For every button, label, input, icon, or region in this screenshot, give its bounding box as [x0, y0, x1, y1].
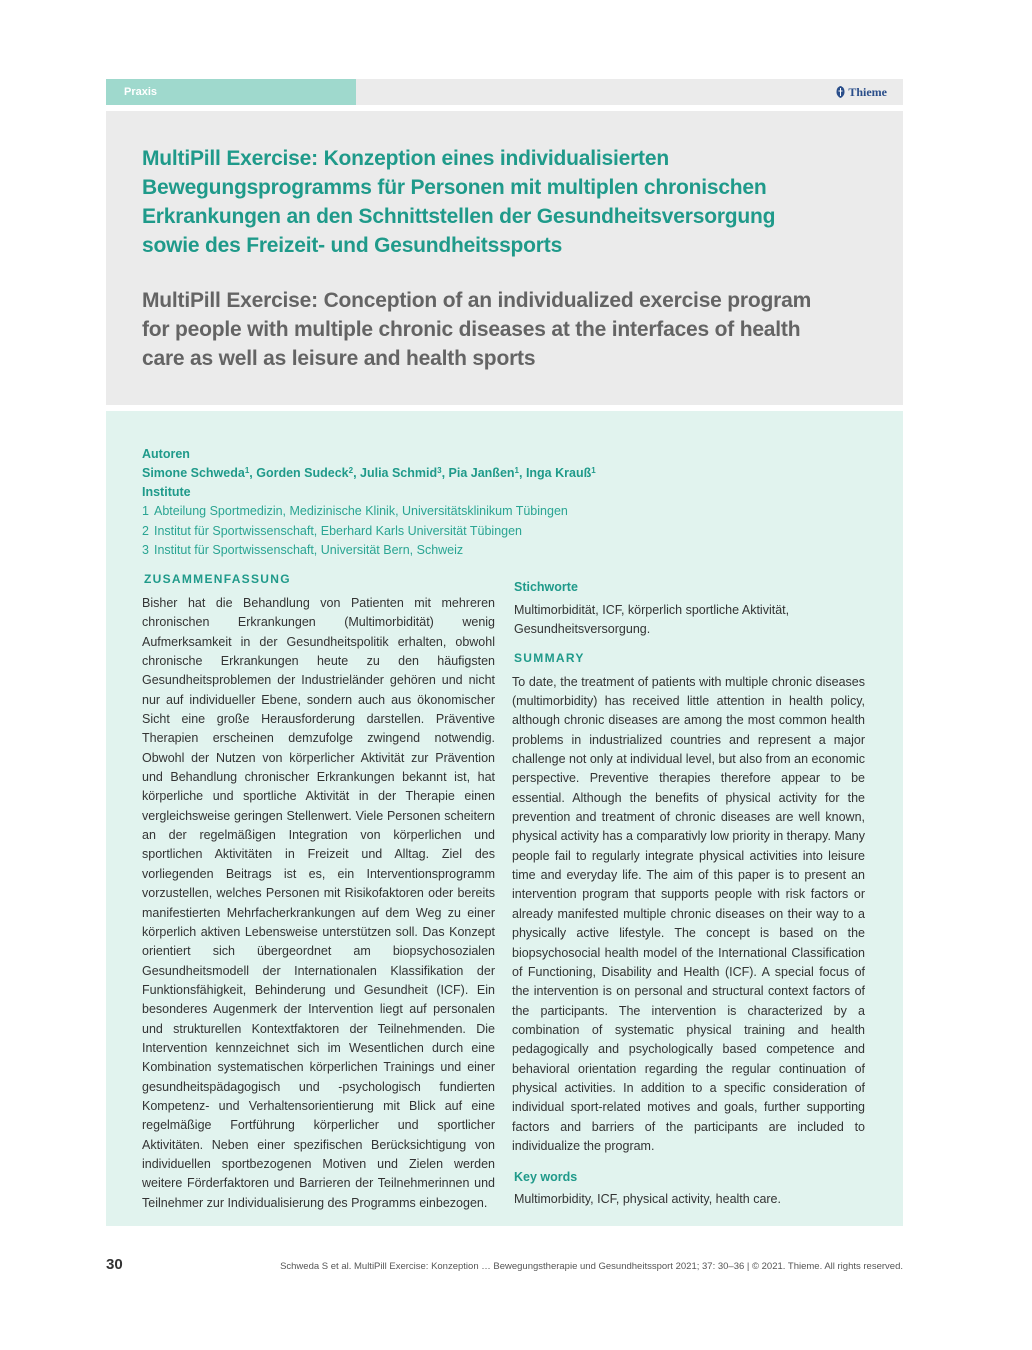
- title-english: [142, 286, 867, 373]
- publisher-logo: [836, 79, 887, 105]
- english-abstract-column: [512, 579, 865, 1210]
- title-german-line: Bewegungsprogramms für Personen mit multiplen chronischen: [142, 176, 767, 199]
- title-german: [142, 144, 867, 260]
- stichworte-heading: Stichworte: [514, 580, 578, 594]
- institute-number: 1: [142, 504, 149, 518]
- thieme-logo-icon: [836, 86, 845, 98]
- author-affiliation: 3: [437, 466, 442, 475]
- author-affiliation: 1: [591, 466, 596, 475]
- keywords-text: Multimorbidity, ICF, physical activity, health care.: [514, 1192, 781, 1207]
- zusammenfassung-heading: ZUSAMMENFASSUNG: [144, 572, 291, 586]
- institute-item: [142, 522, 862, 542]
- keywords-heading: Key words: [514, 1170, 578, 1185]
- abstract-block: [106, 411, 903, 1226]
- page-number: 30: [106, 1256, 123, 1273]
- german-abstract-column: [142, 571, 495, 1213]
- title-german-line: sowie des Freizeit- und Gesundheitssports: [142, 234, 563, 257]
- author-meta: [142, 445, 862, 561]
- institute-text: Institut für Sportwissenschaft, Eberhard Karls Universität Tübingen: [154, 523, 522, 538]
- institute-item: [142, 502, 862, 522]
- author-list: Simone Schweda$^1$, Gorden Sudeck$^2$, Julia Schmid$^3$, Pia Janßen$^1$, Inga Krauß$^1$: [142, 466, 596, 480]
- author-affiliation: 1: [244, 466, 250, 475]
- author-name: Pia Janßen: [448, 466, 515, 480]
- institute-text: Institut für Sportwissenschaft, Universität Bern, Schweiz: [154, 543, 464, 557]
- citation-line: Schweda S et al. MultiPill Exercise: Konzeption … Bewegungstherapie und Gesundheitssport 2021; 37: 30–36 | © 2021. Thieme. All rights reserved.: [280, 1261, 903, 1272]
- title-english-line: care as well as leisure and health sports: [142, 347, 536, 370]
- publisher-name: Thieme: [848, 85, 887, 99]
- author-affiliation: 2: [348, 466, 354, 475]
- summary-heading: SUMMARY: [514, 650, 585, 665]
- title-english-line: MultiPill Exercise: Conception of an individualized exercise program: [142, 289, 812, 312]
- author-name: Simone Schweda: [142, 466, 245, 480]
- title-german-line: Erkrankungen an den Schnittstellen der Gesundheitsversorgung: [142, 205, 776, 228]
- title-english-line: for people with multiple chronic diseases at the interfaces of health: [142, 318, 801, 341]
- institute-item: [142, 541, 862, 561]
- header-bar: [106, 79, 903, 105]
- title-block: [106, 111, 903, 405]
- stichworte-line: Multimorbidität, ICF, körperlich sportliche Aktivität,: [514, 603, 790, 617]
- authors-label: Autoren: [142, 447, 190, 461]
- stichworte-line: Gesundheitsversorgung.: [514, 622, 651, 637]
- institutes-label: Institute: [142, 485, 191, 499]
- institute-number: 3: [142, 543, 149, 557]
- title-german-line: MultiPill Exercise: Konzeption eines individualisierten: [142, 147, 669, 170]
- zusammenfassung-text: Bisher hat die Behandlung von Patienten mit mehreren chronischen Erkrankungen (Multimorbidität) wenig Aufmerksamkeit in der Gesundheitspolitik erhalten, obwohl chronische Erkrankungen heute zu den häufigsten Gesundheitsproblemen der Industrieländer gehören und nicht nur auf individueller Ebene, sondern auch aus ökonomischer Sicht eine große Herausforderung darstellen. Präventive Therapien erscheinen demzufolge zwingend notwendig. Obwohl der Nutzen von körperlicher Aktivität zur Prävention und Behandlung chronischer Erkrankungen bekannt ist, hat körperliche und sportliche Aktivität in der Therapie einen vergleichsweise geringen Stellenwert. Viele Personen scheitern an der regelmäßigen Integration von körperlichen und sportlichen Aktivitäten in Freizeit und Alltag. Ziel des vorliegenden Beitrags ist es, ein Interventionsprogramm vorzustellen, welches Personen mit Risikofaktoren oder bereits manifestierten Mehrfacherkrankungen auf dem Weg zu einer körperlich aktiven Lebensweise unterstützen soll. Das Konzept orientiert sich übergeordnet am biopsychosozialen Gesundheitsmodell der Internationalen Klassifikation der Funktionsfähigkeit, Behinderung und Gesundheit (ICF). Ein besonderes Augenmerk der Intervention liegt auf personalen und strukturellen Kontextfaktoren der Teilnehmenden. Die Intervention kennzeichnet sich im Wesentlichen durch eine Kombination systematischen körperlichen Trainings und einer gesundheitspädagogisch und -psychologisch fundierten Kompetenz- und Verhaltensorientierung mit Blick auf eine regelmäßige Fortführung körperlicher und sportlicher Aktivitäten. Neben einer spezifischen Berücksichtigung von individuellen sportbezogenen Motiven und Zielen werden weitere Förderfaktoren und Barrieren der Teilnehmerinnen und Teilnehmer zur Individualisierung des Programms einbezogen.: [142, 596, 495, 1210]
- author-name: Julia Schmid: [360, 466, 438, 480]
- section-label: Praxis: [106, 79, 356, 105]
- institute-number: 2: [142, 523, 149, 538]
- author-affiliation: 1: [514, 466, 519, 475]
- author-name: Inga Krauß: [525, 466, 592, 480]
- institute-text: Abteilung Sportmedizin, Medizinische Klinik, Universitätsklinikum Tübingen: [154, 504, 568, 518]
- author-name: Gorden Sudeck: [256, 466, 349, 480]
- summary-text: To date, the treatment of patients with multiple chronic diseases (multimorbidity) has received little attention in health policy, although chronic diseases are among the most common health problems in industrialized countries and represent a major challenge not only at individual level, but also from an economic perspective. Preventive therapies therefore appear to be essential. Although the benefits of physical activity for the prevention and treatment of chronic diseases are well known, physical activity has a comparativly low priority in therapy. Many people fail to regularly integrate physical activities into leisure time and everyday life. The aim of this paper is to present an intervention program that supports people with risk factors or already manifested multiple chronic diseases on their way to a physically active lifestyle. The concept is based on the biopsychosocial health model of the International Classification of Functioning, Disability and Health (ICF). A special focus of the intervention is on personal and structural context factors of the participants. The intervention is characterized by a combination of systematic physical training and health pedagogically and psychologically based competence and behavioral orientation regarding the regular continuation of physical activities. In addition to a specific consideration of individual sport-related motives and goals, further supporting factors and barriers of the participants are included to individualize the program.: [512, 674, 865, 1153]
- stichworte-text: [512, 601, 865, 640]
